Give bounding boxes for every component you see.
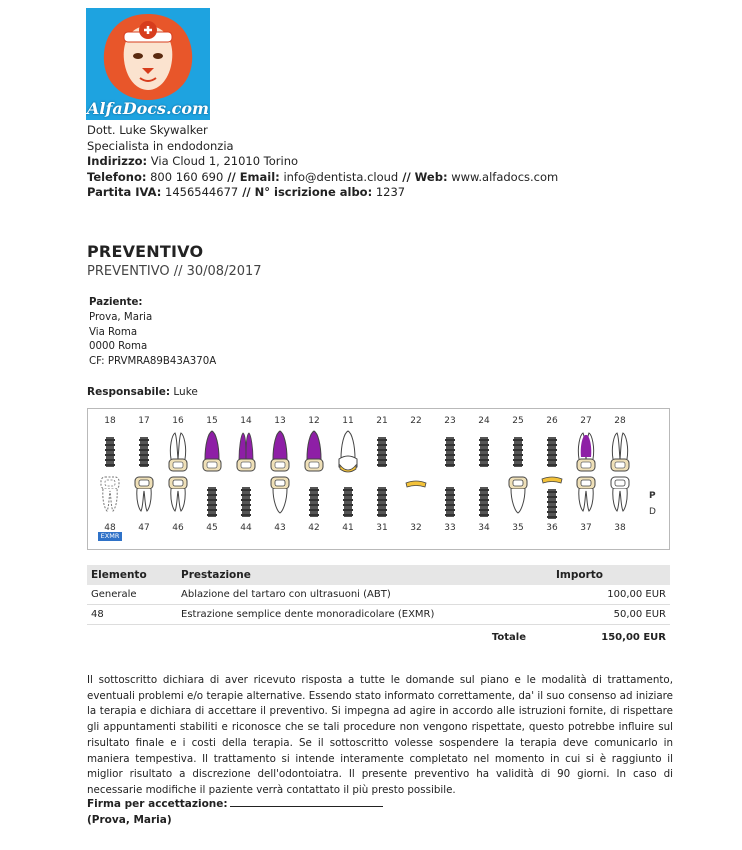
document-subtitle: PREVENTIVO // 30/08/2017 <box>87 264 262 279</box>
signature-label: Firma per accettazione: <box>87 798 228 810</box>
document-title: PREVENTIVO <box>87 242 204 261</box>
tooth-number-33: 33 <box>444 523 456 533</box>
tooth-16[interactable] <box>166 429 190 479</box>
patient-block <box>89 296 216 370</box>
signature-name: (Prova, Maria) <box>87 814 172 826</box>
tooth-18[interactable] <box>98 429 122 479</box>
tooth-number-38: 38 <box>614 523 626 533</box>
tooth-number-26: 26 <box>546 416 558 426</box>
tooth-47[interactable] <box>132 475 156 525</box>
tooth-number-13: 13 <box>274 416 286 426</box>
tooth-23[interactable] <box>438 429 462 479</box>
table-total-row <box>87 625 670 650</box>
tooth-number-16: 16 <box>172 416 184 426</box>
side-label-d: D <box>649 507 656 517</box>
tooth-22[interactable] <box>404 429 428 479</box>
tooth-38[interactable] <box>608 475 632 525</box>
tooth-number-12: 12 <box>308 416 320 426</box>
cell-service: Estrazione semplice dente monoradicolare (EXMR) <box>177 605 552 625</box>
signature-line <box>230 797 383 807</box>
tooth-number-34: 34 <box>478 523 490 533</box>
tooth-46[interactable] <box>166 475 190 525</box>
tooth-33[interactable] <box>438 475 462 525</box>
odontogram <box>87 408 670 550</box>
doctor-vat: Partita IVA: 1456544677 // N° iscrizione albo: 1237 <box>87 185 406 200</box>
tooth-44[interactable] <box>234 475 258 525</box>
tooth-35[interactable] <box>506 475 530 525</box>
tooth-11[interactable] <box>336 429 360 479</box>
tooth-number-24: 24 <box>478 416 490 426</box>
tooth-27[interactable] <box>574 429 598 479</box>
tooth-number-35: 35 <box>512 523 524 533</box>
cell-element: 48 <box>87 605 177 625</box>
table-header <box>87 565 670 585</box>
patient-cf: CF: PRVMRA89B43A370A <box>89 356 217 368</box>
doctor-specialty: Specialista in endodonzia <box>87 138 234 153</box>
lion-mascot-icon <box>86 8 210 104</box>
tooth-number-31: 31 <box>376 523 388 533</box>
tooth-number-44: 44 <box>240 523 252 533</box>
side-label-p: P <box>649 491 656 501</box>
tooth-32[interactable] <box>404 475 428 525</box>
tooth-number-27: 27 <box>580 416 592 426</box>
tooth-number-42: 42 <box>308 523 320 533</box>
table-row <box>87 585 670 605</box>
total-value: 150,00 EUR <box>552 625 670 650</box>
tooth-number-43: 43 <box>274 523 286 533</box>
patient-name: Prova, Maria <box>89 311 153 323</box>
tooth-number-14: 14 <box>240 416 252 426</box>
tooth-26[interactable] <box>540 429 564 479</box>
tooth-number-17: 17 <box>138 416 150 426</box>
disclaimer-text: Il sottoscritto dichiara di aver ricevuto risposta a tutte le domande sul piano e le modalità di trattamento, eventuali problemi e/o terapie alternative. Essendo stato informato correttamente, da' il suo consenso ad iniziare la terapia e dichiara di accettare il preventivo. Si impegna ad agire in accordo alle istruzioni fornite, di rispettare gli appuntamenti stabiliti e riconosce che se tali procedure non vengono rispettate, questo potrebbe influire sul risultato finale e i costi della terapia. Se il sottoscritto volesse sospendere la terapia deve comunicarlo in maniera tempestiva. Il trattamento si intende interamente completato nel momento in cui si è raggiunto il miglior risultato a discrezione dell'odontoiatra. Il presente preventivo ha validità di 90 giorni. In caso di necessarie modifiche il paziente verrà contattato il più presto possibile. <box>87 674 673 796</box>
tooth-36[interactable] <box>540 475 564 525</box>
col-amount: Importo <box>552 565 670 585</box>
tooth-number-41: 41 <box>342 523 354 533</box>
tooth-number-23: 23 <box>444 416 456 426</box>
cell-amount: 50,00 EUR <box>552 605 670 625</box>
tooth-number-45: 45 <box>206 523 218 533</box>
logo-text: AlfaDocs.com <box>87 99 209 118</box>
tooth-number-37: 37 <box>580 523 592 533</box>
tooth-number-36: 36 <box>546 523 558 533</box>
tooth-number-15: 15 <box>206 416 218 426</box>
tooth-number-21: 21 <box>376 416 388 426</box>
doctor-contacts: Telefono: 800 160 690 // Email: info@dentista.cloud // Web: www.alfadocs.com <box>87 169 559 184</box>
tooth-number-46: 46 <box>172 523 184 533</box>
tooth-41[interactable] <box>336 475 360 525</box>
tooth-number-25: 25 <box>512 416 524 426</box>
tooth-21[interactable] <box>370 429 394 479</box>
tooth-24[interactable] <box>472 429 496 479</box>
tooth-number-18: 18 <box>104 416 116 426</box>
tooth-25[interactable] <box>506 429 530 479</box>
tooth-number-32: 32 <box>410 523 422 533</box>
tooth-43[interactable] <box>268 475 292 525</box>
tooth-12[interactable] <box>302 429 326 479</box>
alfadocs-logo <box>86 8 210 120</box>
patient-label: Paziente: <box>89 297 143 308</box>
tooth-31[interactable] <box>370 475 394 525</box>
tooth-number-28: 28 <box>614 416 626 426</box>
doctor-info <box>87 123 558 201</box>
tooth-34[interactable] <box>472 475 496 525</box>
services-table <box>87 565 670 649</box>
responsabile: Responsabile: Luke <box>87 386 198 398</box>
tooth-13[interactable] <box>268 429 292 479</box>
patient-street: Via Roma <box>89 326 138 338</box>
cell-element: Generale <box>91 589 137 600</box>
table-row <box>87 605 670 625</box>
cell-amount: 100,00 EUR <box>607 589 666 600</box>
tooth-28[interactable] <box>608 429 632 479</box>
tooth-37[interactable] <box>574 475 598 525</box>
patient-city: 0000 Roma <box>89 341 148 353</box>
col-element: Elemento <box>87 565 177 585</box>
tooth-number-11: 11 <box>342 416 354 426</box>
tooth-number-47: 47 <box>138 523 150 533</box>
tooth-17[interactable] <box>132 429 156 479</box>
cell-service: Ablazione del tartaro con ultrasuoni (ABT) <box>181 589 391 600</box>
signature-block <box>87 796 383 828</box>
tooth-15[interactable] <box>200 429 224 479</box>
doctor-name: Dott. Luke Skywalker <box>87 123 208 137</box>
tooth-48[interactable] <box>98 475 122 525</box>
tooth-45[interactable] <box>200 475 224 525</box>
tooth-number-22: 22 <box>410 416 422 426</box>
col-service: Prestazione <box>177 565 552 585</box>
tooth-14[interactable] <box>234 429 258 479</box>
doctor-address: Indirizzo: Via Cloud 1, 21010 Torino <box>87 154 299 169</box>
total-label: Totale <box>177 625 552 650</box>
tooth-42[interactable] <box>302 475 326 525</box>
exmr-badge: EXMR <box>98 532 122 541</box>
tooth-number-48: 48 <box>104 523 116 533</box>
